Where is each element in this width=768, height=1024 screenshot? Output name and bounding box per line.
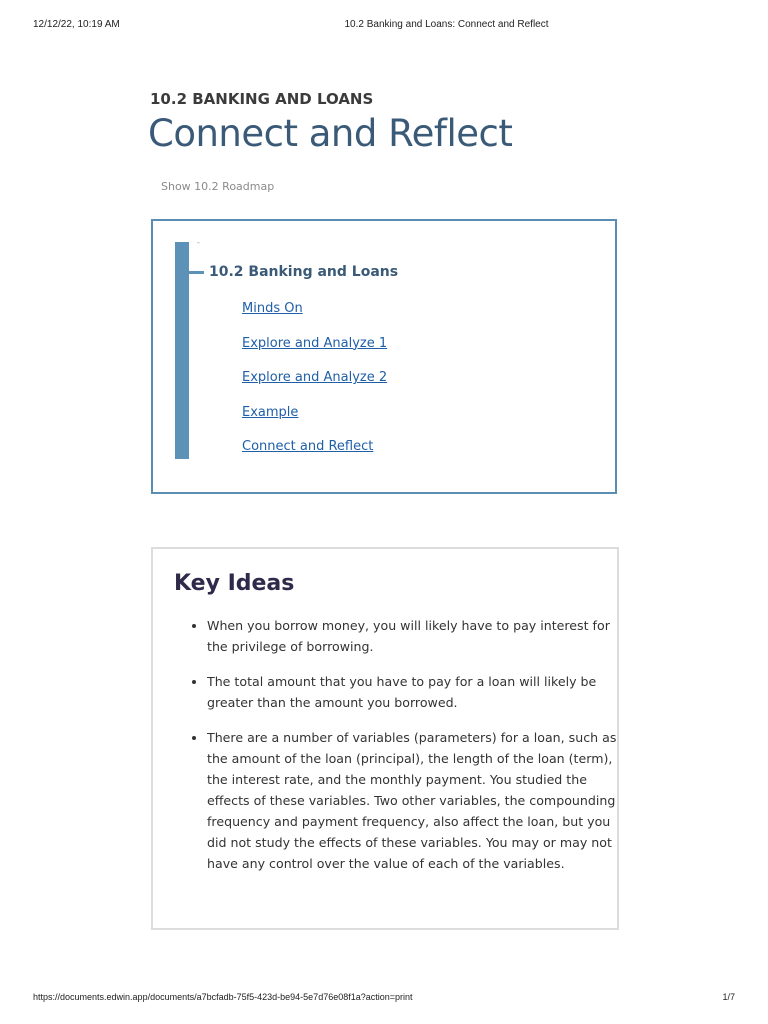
roadmap-link-explore-analyze-2[interactable]: Explore and Analyze 2 <box>242 370 388 386</box>
print-page-number: 1/7 <box>722 992 735 1002</box>
roadmap-link-minds-on[interactable]: Minds On <box>242 301 303 316</box>
key-idea-item: • There are a number of variables (parameters) for a loan, such as the amount of the loan (principal), the length of the loan (term), the interest rate, and the monthly payment. You studied the effects of these variables. Two other variables, the compounding frequency and payment frequency, also affect the loan, but you did not study the effects of these variables. You may or may not have any control over the value of each of the variables. <box>207 727 622 874</box>
roadmap-dash: - <box>197 238 200 247</box>
roadmap-link-example[interactable]: Example <box>242 404 299 420</box>
section-label: 10.2 BANKING AND LOANS <box>150 90 374 108</box>
print-datetime: 12/12/22, 10:19 AM <box>33 19 120 30</box>
roadmap-panel <box>151 219 617 494</box>
key-idea-item: • When you borrow money, you will likely have to pay interest for the privilege of borrowing. <box>207 615 622 657</box>
key-ideas-title: Key Ideas <box>174 571 295 596</box>
roadmap-bar <box>175 242 189 459</box>
page-title: Connect and Reflect <box>148 112 513 155</box>
print-page-title: 10.2 Banking and Loans: Connect and Reflect <box>344 19 549 30</box>
show-roadmap-button[interactable]: Show 10.2 Roadmap <box>161 180 275 193</box>
roadmap-links <box>242 301 387 474</box>
roadmap-tick <box>189 271 204 274</box>
roadmap-heading: 10.2 Banking and Loans <box>209 264 399 280</box>
roadmap-link-explore-analyze-1[interactable]: Explore and Analyze 1 <box>242 335 388 351</box>
roadmap-link-connect-reflect[interactable]: Connect and Reflect <box>242 439 374 455</box>
key-ideas-panel <box>151 547 619 930</box>
key-ideas-list <box>173 615 622 888</box>
key-idea-item: • The total amount that you have to pay for a loan will likely be greater than the amount you borrowed. <box>207 671 622 713</box>
print-footer-url: https://documents.edwin.app/documents/a7bcfadb-75f5-423d-be94-5e7d76e08f1a?action=print <box>33 992 413 1002</box>
